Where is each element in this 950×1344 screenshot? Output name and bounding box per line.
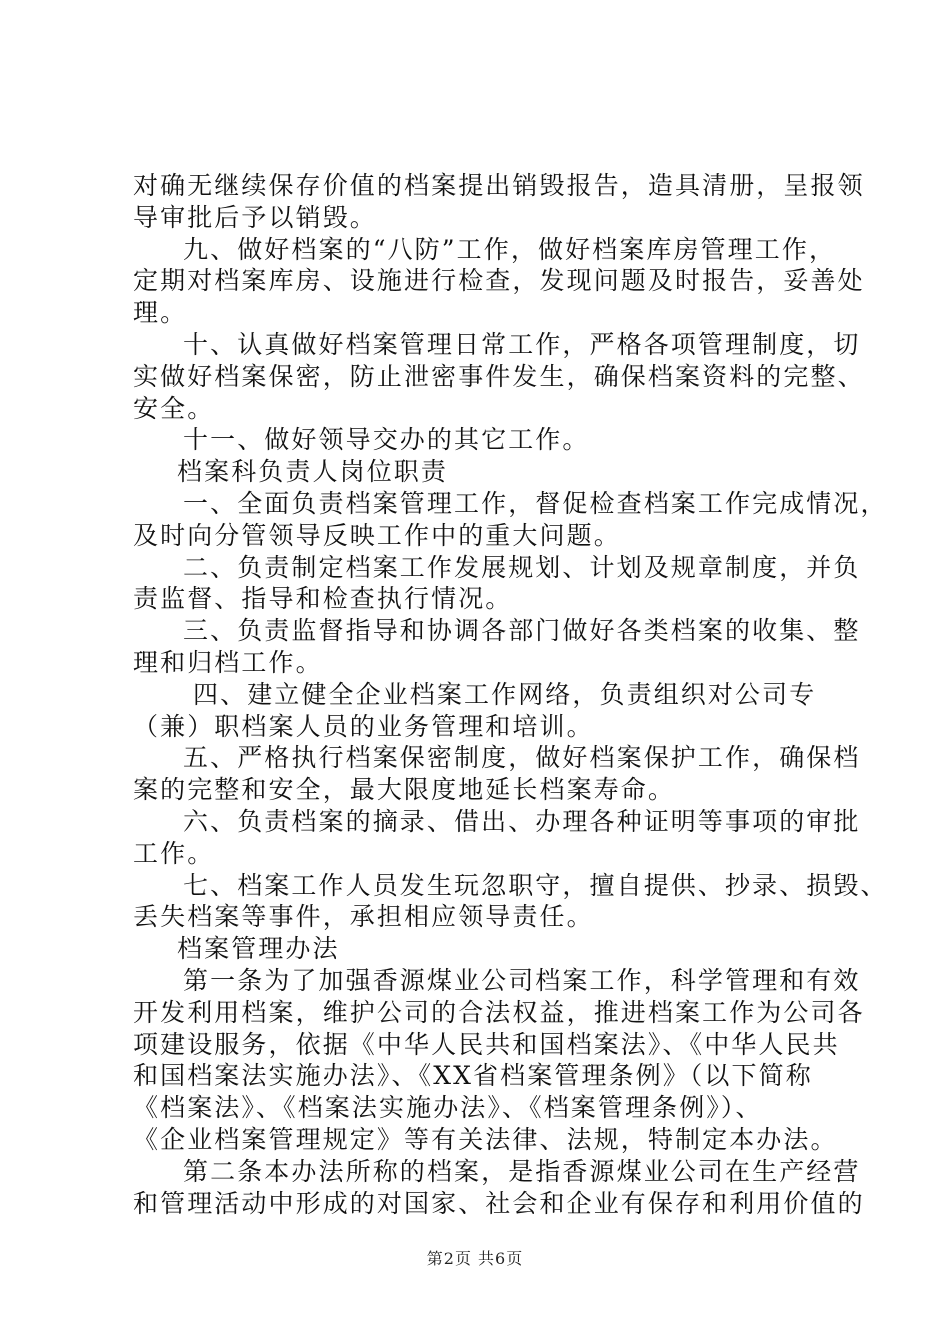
paragraph-line: 安全。: [133, 393, 215, 423]
paragraph-line: 四、建立健全企业档案工作网络，负责组织对公司专: [193, 679, 817, 709]
paragraph-line: 责监督、指导和检查执行情况。: [133, 584, 513, 614]
paragraph-line: 七、档案工作人员发生玩忽职守，擅自提供、抄录、损毁、: [183, 870, 888, 900]
paragraph-line: 三、负责监督指导和协调各部门做好各类档案的收集、整: [183, 616, 861, 646]
paragraph-line: 理。: [133, 298, 188, 328]
paragraph-line: 第二条本办法所称的档案，是指香源煤业公司在生产经营: [183, 1156, 861, 1186]
paragraph-line: 五、严格执行档案保密制度，做好档案保护工作，确保档: [183, 743, 861, 773]
paragraph-line: 一、全面负责档案管理工作，督促检查档案工作完成情况，: [183, 488, 888, 518]
paragraph-line: 定期对档案库房、设施进行检查，发现问题及时报告，妥善处: [133, 266, 865, 296]
paragraph-line: 开发利用档案，维护公司的合法权益，推进档案工作为公司各: [133, 997, 865, 1027]
paragraph-line: 导审批后予以销毁。: [133, 202, 377, 232]
paragraph-line: 《档案法》、《档案法实施办法》、《档案管理条例》）、: [133, 1093, 763, 1123]
paragraph-line: 对确无继续保存价值的档案提出销毁报告，造具清册，呈报领: [133, 171, 865, 200]
paragraph-line: 项建设服务，依据《中华人民共和国档案法》、《中华人民共: [133, 1029, 840, 1059]
paragraph-line: 工作。: [133, 838, 215, 868]
section-heading: 档案管理办法: [177, 934, 340, 964]
paragraph-line: 丢失档案等事件，承担相应领导责任。: [133, 902, 594, 932]
paragraph-line: 案的完整和安全，最大限度地延长档案寿命。: [133, 775, 676, 805]
paragraph-line: 实做好档案保密，防止泄密事件发生，确保档案资料的完整、: [133, 361, 865, 391]
paragraph-line: 二、负责制定档案工作发展规划、计划及规章制度，并负: [183, 552, 861, 582]
paragraph-line: 理和归档工作。: [133, 647, 323, 677]
document-body: [133, 170, 888, 1219]
paragraph-line: 六、负责档案的摘录、借出、办理各种证明等事项的审批: [183, 806, 861, 836]
paragraph-line: 十一、做好领导交办的其它工作。: [183, 425, 590, 455]
section-heading: 档案科负责人岗位职责: [177, 457, 449, 487]
paragraph-line: 和管理活动中形成的对国家、社会和企业有保存和利用价值的: [133, 1188, 865, 1218]
page-number-footer: 第2页 共6页: [426, 1249, 524, 1268]
paragraph-line: 《企业档案管理规定》等有关法律、法规，特制定本办法。: [133, 1124, 838, 1154]
paragraph-line: 九、做好档案的“八防”工作，做好档案库房管理工作，: [183, 234, 837, 264]
paragraph-line: （兼）职档案人员的业务管理和培训。: [133, 711, 594, 741]
paragraph-line: 第一条为了加强香源煤业公司档案工作，科学管理和有效: [183, 965, 861, 995]
paragraph-line: 十、认真做好档案管理日常工作，严格各项管理制度，切: [183, 329, 861, 359]
paragraph-line: 和国档案法实施办法》、《XX省档案管理条例》（以下简称: [133, 1061, 813, 1091]
paragraph-line: 及时向分管领导反映工作中的重大问题。: [133, 520, 621, 550]
